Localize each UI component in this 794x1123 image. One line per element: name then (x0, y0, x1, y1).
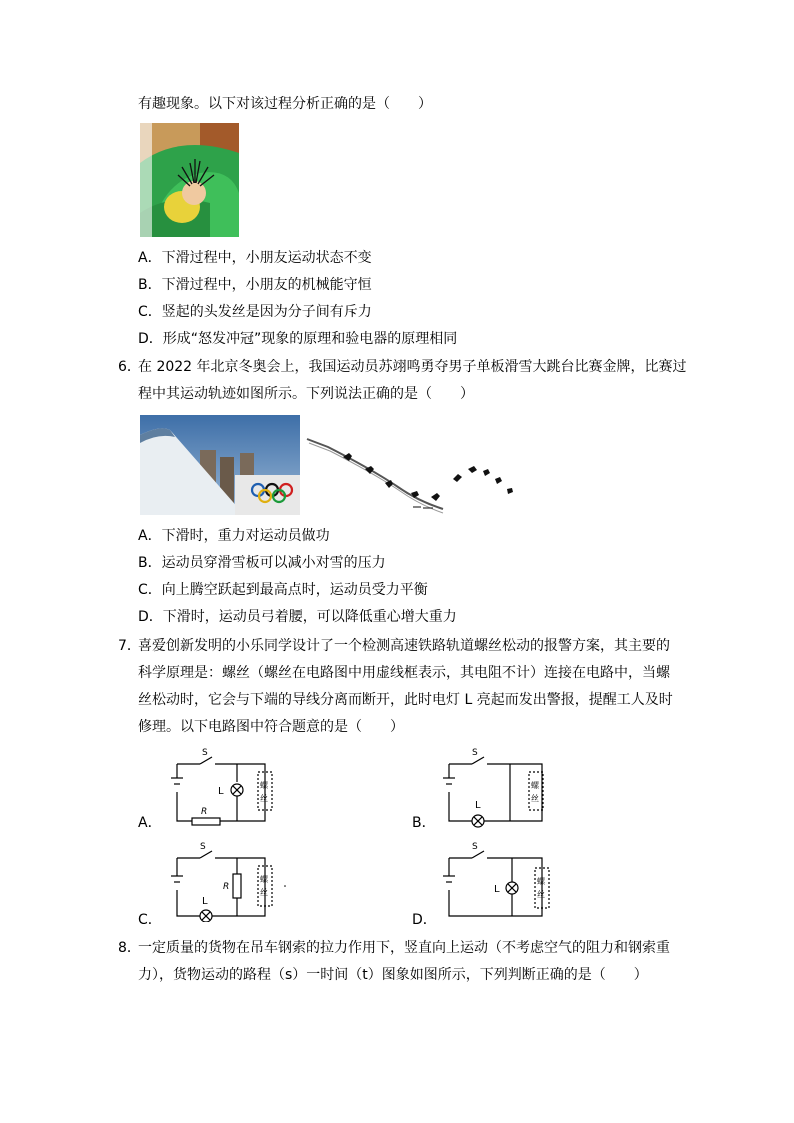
q7-stem-line1: 喜爱创新发明的小乐同学设计了一个检测高速铁路轨道螺丝松动的报警方案，其主要的 (138, 638, 670, 654)
circuit-c (160, 842, 290, 922)
ski-trajectory-diagram (303, 425, 518, 515)
svg-text:丝: 丝 (531, 794, 539, 803)
q7-option-b-label: B． (412, 815, 436, 831)
circuit-d (432, 842, 552, 922)
q6-option-b: B．运动员穿滑雪板可以减小对雪的压力 (138, 555, 386, 571)
q8-number: 8． (118, 940, 141, 956)
q5-stem-tail: 有趣现象。以下对该过程分析正确的是（ ） (138, 96, 432, 112)
svg-text:S: S (472, 842, 478, 852)
svg-text:螺: 螺 (531, 781, 539, 790)
q5-option-b: B．下滑过程中，小朋友的机械能守恒 (138, 277, 372, 293)
svg-text:丝: 丝 (260, 888, 268, 897)
svg-text:螺: 螺 (260, 781, 268, 790)
q7-stem-line3: 丝松动时，它会与下端的导线分离而断开，此时电灯 L 亮起而发出警报，提醒工人及时 (138, 692, 673, 708)
q6-stem-line2: 程中其运动轨迹如图所示。下列说法正确的是（ ） (138, 386, 474, 402)
svg-text:S: S (472, 748, 478, 758)
q8-stem-line2: 力），货物运动的路程（s）一时间（t）图象如图所示，下列判断正确的是（ ） (138, 967, 648, 983)
q6-option-d: D．下滑时，运动员弓着腰，可以降低重心增大重力 (138, 609, 457, 625)
q5-option-d: D．形成“怒发冲冠”现象的原理和验电器的原理相同 (138, 331, 458, 347)
q7-number: 7． (118, 638, 141, 654)
svg-text:螺: 螺 (537, 877, 545, 886)
circuit-b (432, 748, 552, 828)
slide-photo (140, 123, 239, 237)
q7-stem-line2: 科学原理是：螺丝（螺丝在电路图中用虚线框表示，其电阻不计）连接在电路中，当螺 (138, 665, 670, 681)
svg-text:丝: 丝 (260, 794, 268, 803)
q7-stem-line4: 修理。以下电路图中符合题意的是（ ） (138, 719, 404, 735)
q6-option-c: C．向上腾空跃起到最高点时，运动员受力平衡 (138, 582, 428, 598)
q5-option-c: C．竖起的头发丝是因为分子间有斥力 (138, 304, 372, 320)
svg-text:丝: 丝 (537, 890, 545, 899)
svg-text:螺: 螺 (260, 875, 268, 884)
svg-text:S: S (202, 748, 208, 758)
circuit-a (160, 748, 280, 828)
q8-stem-line1: 一定质量的货物在吊车钢索的拉力作用下，竖直向上运动（不考虑空气的阻力和钢索重 (138, 940, 670, 956)
q7-option-d-label: D． (412, 912, 437, 928)
ski-jump-photo (140, 415, 300, 515)
q7-option-a-label: A． (138, 815, 162, 831)
svg-text:L: L (475, 800, 481, 811)
q6-number: 6． (118, 359, 141, 375)
svg-text:S: S (200, 842, 206, 852)
svg-text:L: L (202, 896, 208, 907)
q5-option-a: A．下滑过程中，小朋友运动状态不变 (138, 250, 372, 266)
svg-text:R: R (223, 882, 230, 892)
q6-option-a: A．下滑时，重力对运动员做功 (138, 528, 330, 544)
svg-text:R: R (201, 807, 208, 817)
q7-option-c-label: C． (138, 912, 162, 928)
svg-text:L: L (218, 786, 224, 797)
svg-text:L: L (494, 884, 500, 895)
q6-stem-line1: 在 2022 年北京冬奥会上，我国运动员苏翊鸣勇夺男子单板滑雪大跳台比赛金牌，比赛过 (138, 359, 687, 375)
